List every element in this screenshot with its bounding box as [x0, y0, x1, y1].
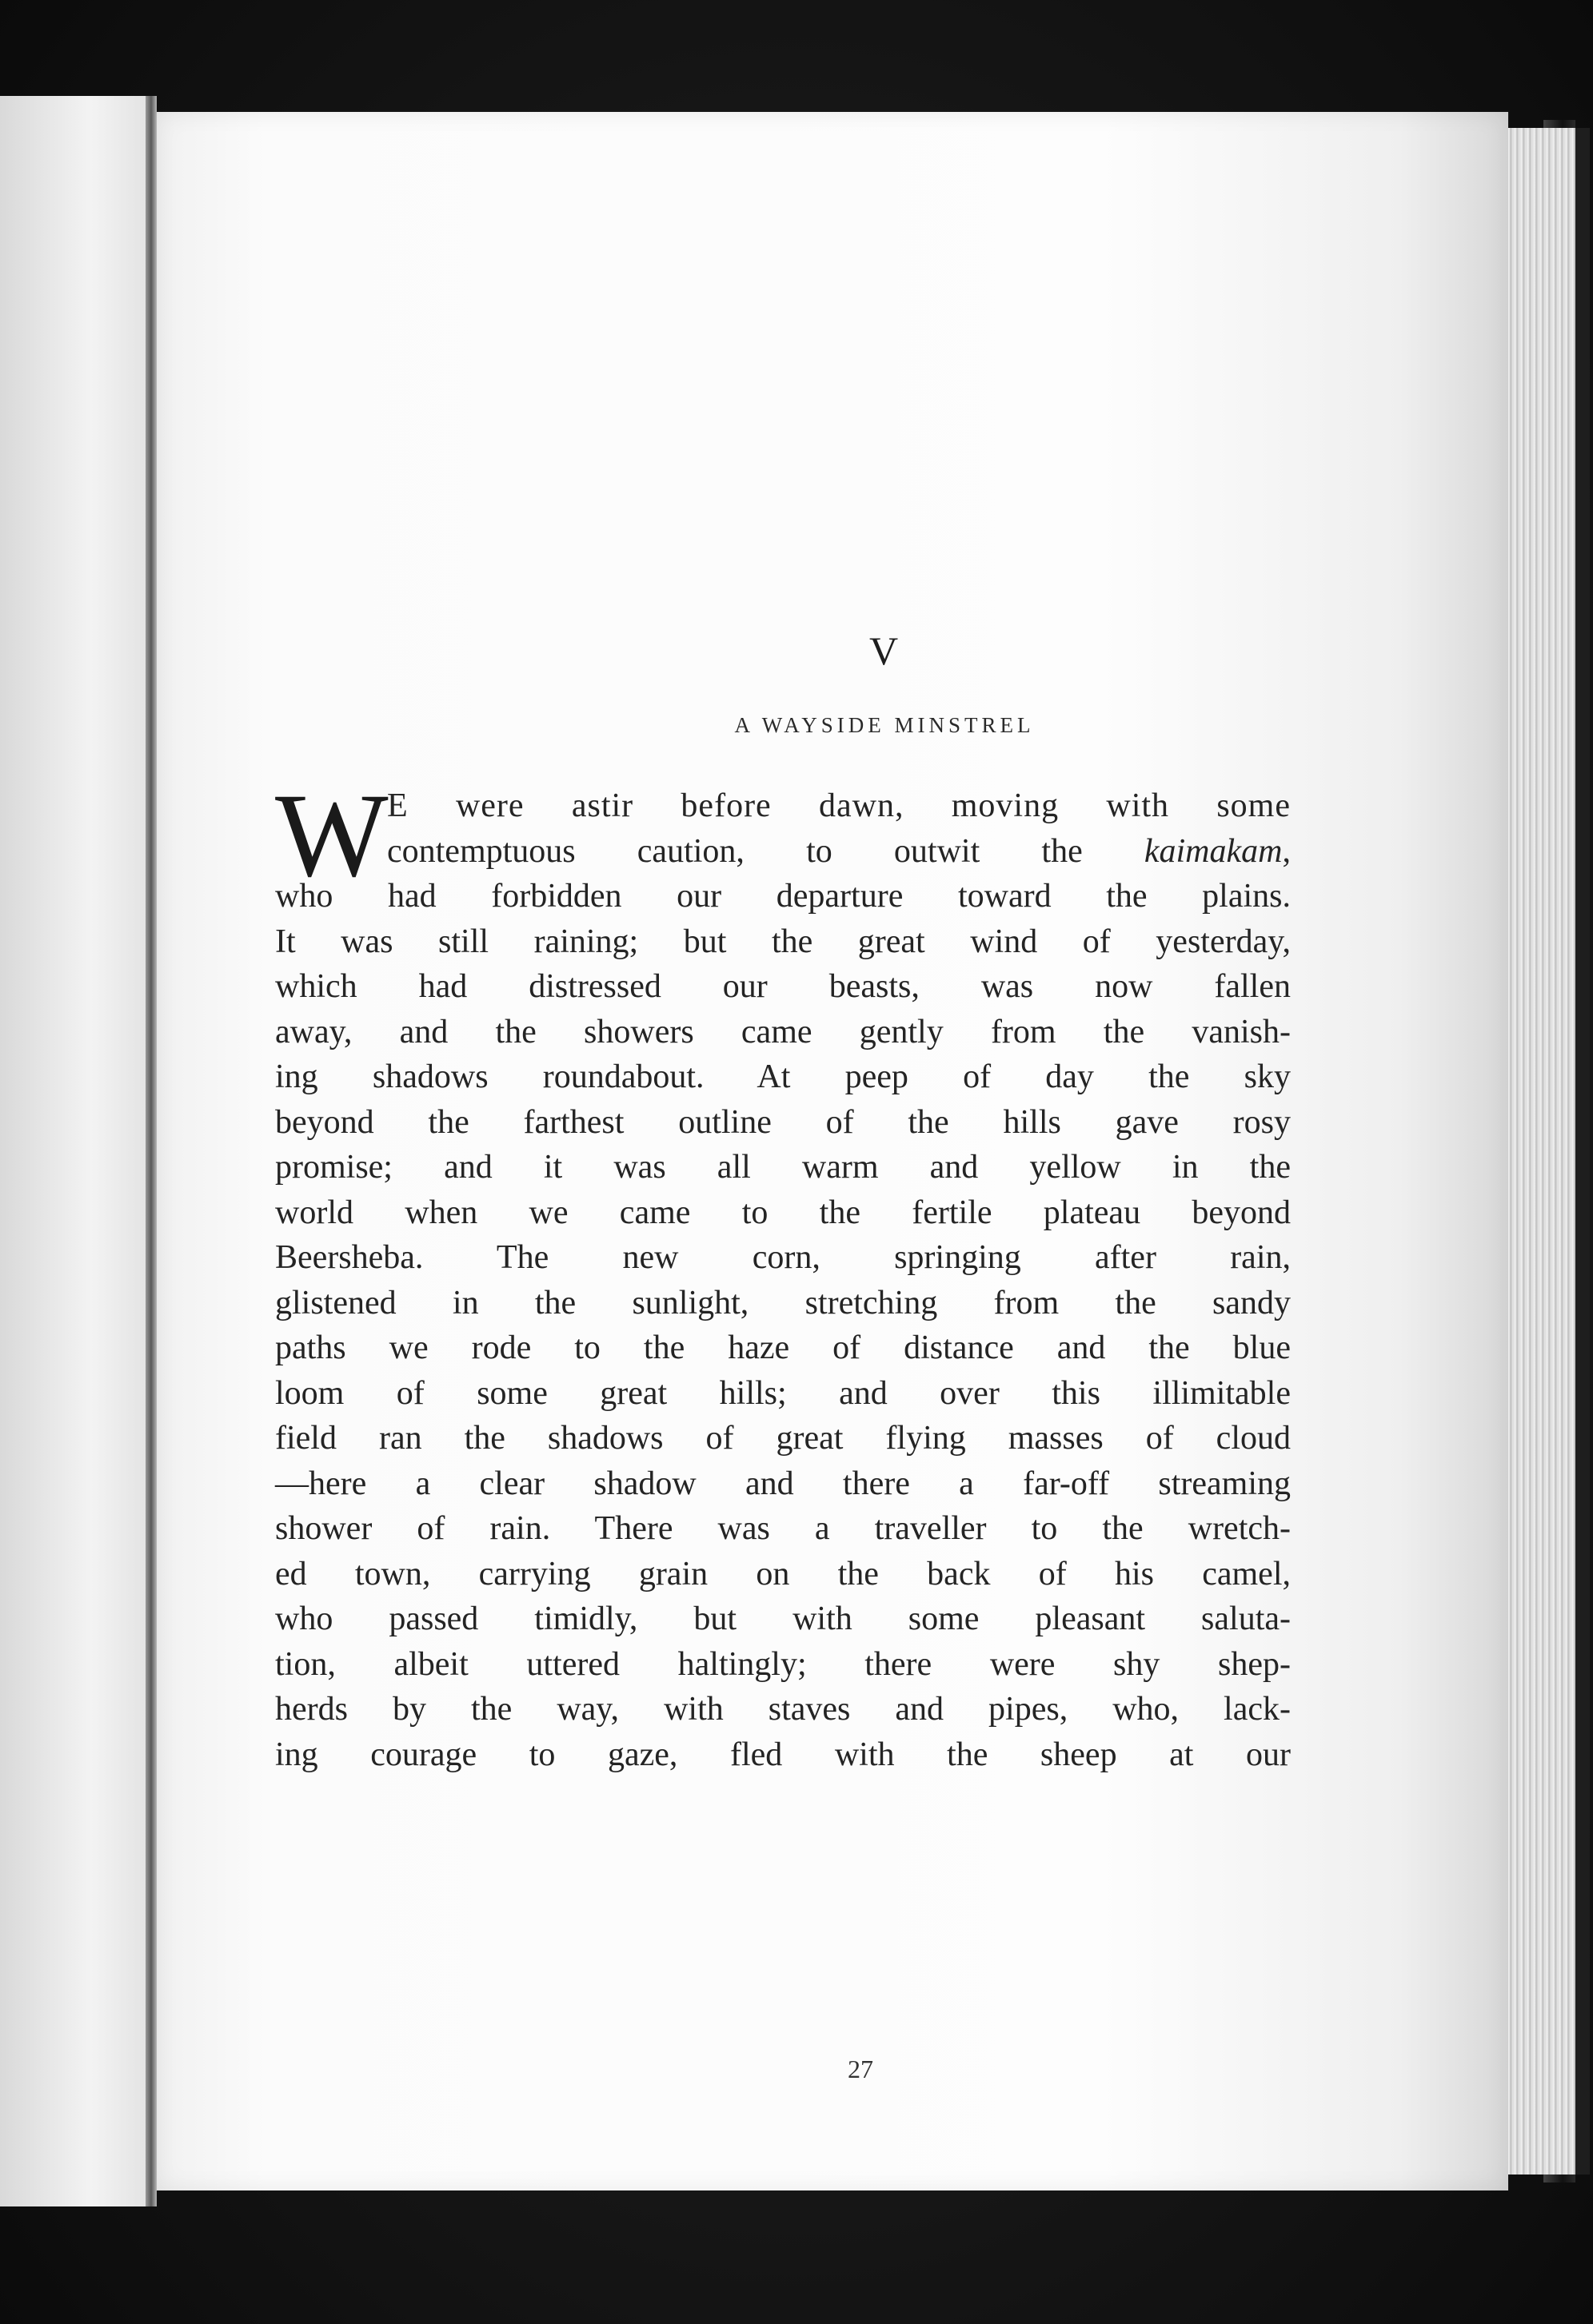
text-line-content: ed town, carrying grain on the back of his camel, — [275, 1555, 1291, 1593]
text-line-content: It was still raining; but the great wind of yesterday, — [275, 923, 1291, 960]
book-page — [157, 112, 1508, 2190]
text-line — [275, 1325, 1291, 1371]
facing-page — [0, 96, 152, 2206]
chapter-number: V — [868, 628, 900, 673]
text-line — [275, 1235, 1291, 1281]
text-line — [275, 1371, 1291, 1417]
body-text — [275, 769, 1291, 1777]
text-line — [275, 919, 1291, 965]
text-line-content: shower of rain. There was a traveller to the wretch- — [275, 1510, 1291, 1547]
text-line-content: glistened in the sunlight, stretching from the sandy — [275, 1284, 1291, 1321]
text-line-content: ing courage to gaze, fled with the sheep at our — [275, 1736, 1291, 1773]
text-line — [275, 1732, 1291, 1778]
text-line — [275, 1145, 1291, 1190]
text-line-content: who passed timidly, but with some pleasant saluta- — [275, 1600, 1291, 1637]
text-line-content: herds by the way, with staves and pipes, who, lack- — [275, 1691, 1291, 1728]
text-line-content: paths we rode to the haze of distance and the blue — [275, 1329, 1291, 1366]
italic-term: kaimakam — [1144, 832, 1283, 870]
text-line-content: —here a clear shadow and there a far-off streaming — [275, 1465, 1291, 1502]
text-line — [275, 783, 1291, 829]
text-line — [275, 1506, 1291, 1552]
text-line — [275, 1642, 1291, 1688]
text-line-content: beyond the farthest outline of the hills gave rosy — [275, 1103, 1291, 1141]
text-line-content: contemptuous caution, to outwit the — [387, 832, 1144, 870]
text-line-content: who had forbidden our departure toward the plains. — [275, 878, 1291, 915]
book-gutter — [146, 96, 157, 2206]
text-line — [275, 1100, 1291, 1146]
text-line-content: Beersheba. The new corn, springing after rain, — [275, 1239, 1291, 1276]
text-line-content: field ran the shadows of great flying masses of cloud — [275, 1420, 1291, 1457]
chapter-title: A WAYSIDE MINSTREL — [734, 713, 1035, 737]
punctuation: , — [1282, 832, 1291, 870]
text-line-content: E were astir before dawn, moving with some — [387, 787, 1291, 824]
text-line — [275, 1190, 1291, 1236]
text-line-content: tion, albeit uttered haltingly; there were shy shep- — [275, 1645, 1291, 1683]
text-line — [275, 1597, 1291, 1642]
text-line — [275, 829, 1291, 875]
drop-cap: W — [275, 769, 389, 902]
text-line — [275, 1281, 1291, 1326]
text-line — [275, 1416, 1291, 1461]
page-number: 27 — [848, 2055, 873, 2083]
text-line-content: which had distressed our beasts, was now fallen — [275, 968, 1291, 1005]
text-line — [275, 1687, 1291, 1732]
text-line — [275, 1054, 1291, 1100]
text-line-content: ing shadows roundabout. At peep of day the sky — [275, 1058, 1291, 1095]
text-line — [275, 1010, 1291, 1055]
text-line-content: loom of some great hills; and over this illimitable — [275, 1374, 1291, 1412]
text-line-content: away, and the showers came gently from the vanish- — [275, 1013, 1291, 1050]
text-line-content: world when we came to the fertile plateau beyond — [275, 1194, 1291, 1231]
text-line — [275, 874, 1291, 919]
text-line — [275, 964, 1291, 1010]
text-line-content: promise; and it was all warm and yellow in the — [275, 1149, 1291, 1186]
text-line — [275, 1552, 1291, 1597]
text-line — [275, 1461, 1291, 1507]
